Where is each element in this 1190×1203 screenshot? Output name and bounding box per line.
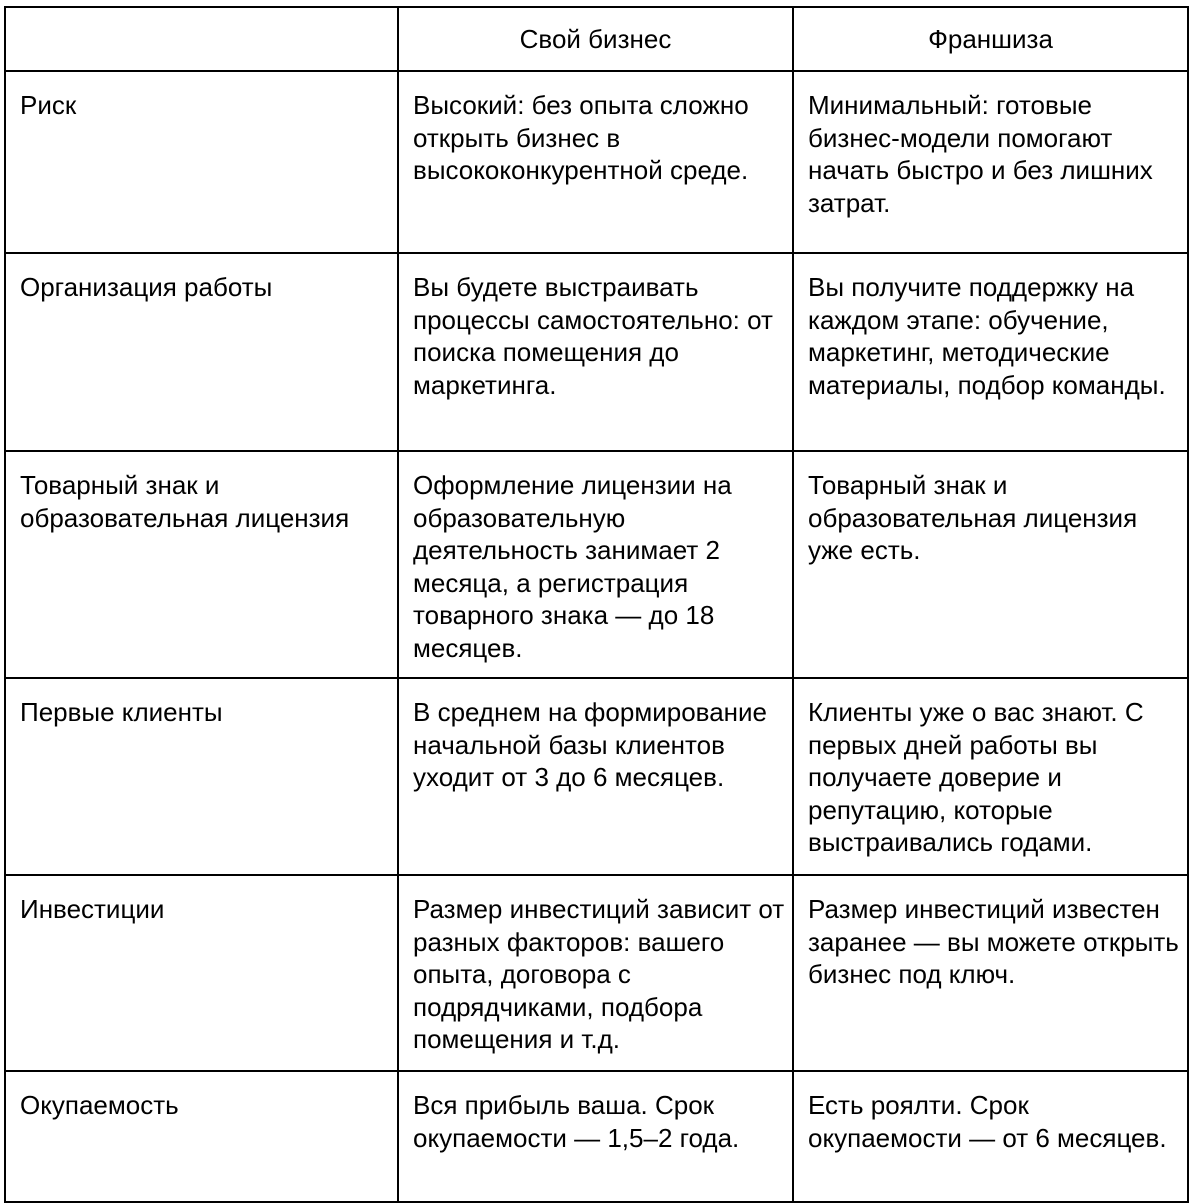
criterion-cell: Организация работы (5, 253, 398, 451)
own-business-cell: В среднем на формирование начальной базы клиентов уходит от 3 до 6 месяцев. (398, 678, 793, 875)
criterion-cell: Первые клиенты (5, 678, 398, 875)
table-row-payback (5, 1071, 1188, 1202)
header-criterion (5, 7, 398, 71)
franchise-cell: Размер инвестиций известен заранее — вы можете открыть бизнес под ключ. (793, 875, 1188, 1071)
franchise-cell: Товарный знак и образовательная лицензия уже есть. (793, 451, 1188, 678)
own-business-cell: Высокий: без опыта сложно открыть бизнес в высококонкурентной среде. (398, 71, 793, 253)
own-business-cell: Размер инвестиций зависит от разных факторов: вашего опыта, договора с подрядчиками, подбора помещения и т.д. (398, 875, 793, 1071)
franchise-cell: Минимальный: готовые бизнес-модели помогают начать быстро и без лишних затрат. (793, 71, 1188, 253)
header-row (5, 7, 1188, 71)
criterion-cell: Риск (5, 71, 398, 253)
table-row-organization (5, 253, 1188, 451)
franchise-cell: Есть роялти. Срок окупаемости — от 6 месяцев. (793, 1071, 1188, 1202)
comparison-table (4, 6, 1189, 1203)
own-business-cell: Вы будете выстраивать процессы самостоятельно: от поиска помещения до маркетинга. (398, 253, 793, 451)
franchise-cell: Клиенты уже о вас знают. С первых дней работы вы получаете доверие и репутацию, которые выстраивались годами. (793, 678, 1188, 875)
own-business-cell: Оформление лицензии на образовательную деятельность занимает 2 месяца, а регистрация товарного знака — до 18 месяцев. (398, 451, 793, 678)
criterion-cell: Окупаемость (5, 1071, 398, 1202)
franchise-cell: Вы получите поддержку на каждом этапе: обучение, маркетинг, методические материалы, подбор команды. (793, 253, 1188, 451)
table-row-first-clients (5, 678, 1188, 875)
own-business-cell: Вся прибыль ваша. Срок окупаемости — 1,5–2 года. (398, 1071, 793, 1202)
header-franchise: Франшиза (793, 7, 1188, 71)
table-row-investments (5, 875, 1188, 1071)
table-row-trademark-license (5, 451, 1188, 678)
criterion-cell: Инвестиции (5, 875, 398, 1071)
header-own-business: Свой бизнес (398, 7, 793, 71)
table-row-risk (5, 71, 1188, 253)
criterion-cell: Товарный знак и образовательная лицензия (5, 451, 398, 678)
